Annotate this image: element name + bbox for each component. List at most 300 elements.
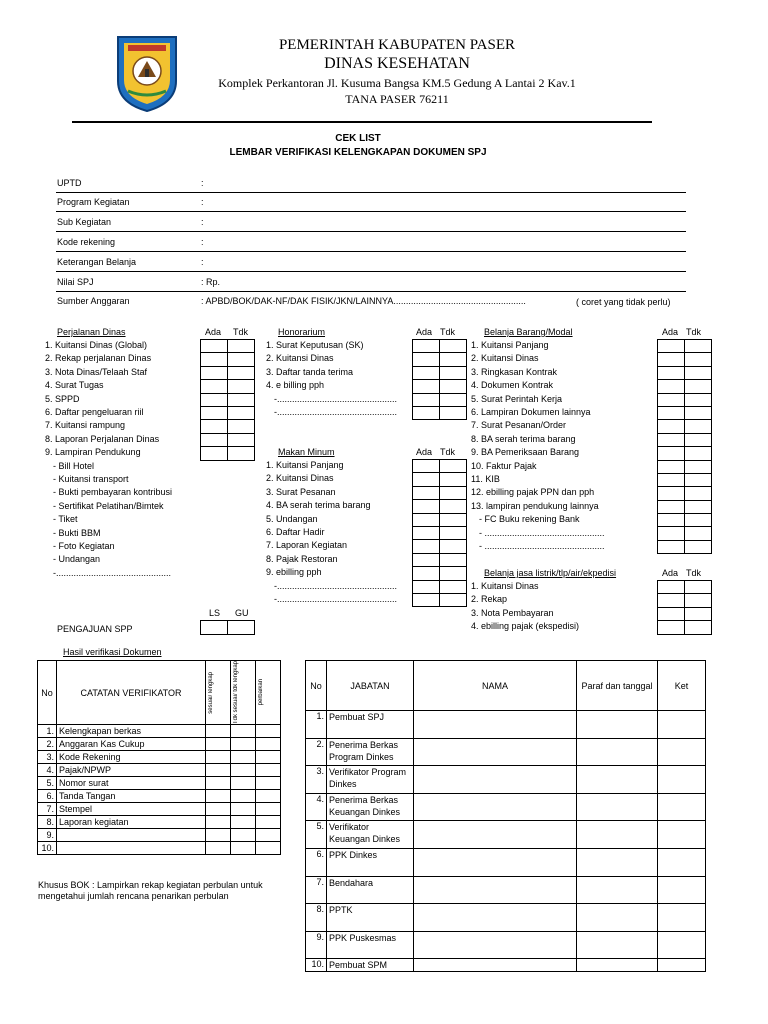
barang-item: - ................................................	[479, 527, 605, 538]
ada-checkbox[interactable]	[413, 553, 440, 566]
signature-jabatan: Penerima Berkas Keuangan Dinkes	[327, 793, 414, 821]
signature-no: 7.	[306, 876, 327, 904]
tdk-checkbox[interactable]	[228, 340, 255, 353]
signature-jabatan: Penerima Berkas Program Dinkes	[327, 738, 414, 766]
tdk-checkbox[interactable]	[685, 500, 712, 513]
ada-checkbox[interactable]	[658, 406, 685, 419]
tdk-checkbox[interactable]	[440, 366, 467, 379]
sign-col-jabatan: JABATAN	[327, 661, 414, 711]
spp-gu-box[interactable]	[228, 621, 255, 635]
ada-checkbox[interactable]	[413, 580, 440, 593]
spp-ls-box[interactable]	[201, 621, 228, 635]
spp-ls-header: LS	[209, 608, 221, 618]
field-label: Nilai SPJ	[57, 277, 94, 287]
tdk-sesuai-cell[interactable]	[231, 816, 256, 829]
ada-checkbox[interactable]	[658, 514, 685, 527]
sign-col-paraf: Paraf dan tanggal	[577, 661, 658, 711]
signature-paraf-cell[interactable]	[577, 904, 658, 932]
signature-jabatan: Verifikator Keuangan Dinkes	[327, 821, 414, 849]
perbaikan-cell[interactable]	[256, 790, 281, 803]
spp-checkboxes	[200, 620, 255, 635]
tdk-sesuai-cell[interactable]	[231, 790, 256, 803]
ada-checkbox[interactable]	[413, 486, 440, 499]
signature-row	[306, 876, 706, 904]
perjalanan-item: - Foto Kegiatan	[53, 541, 115, 551]
verification-row	[38, 790, 281, 803]
perjalanan-item: 3. Nota Dinas/Telaah Staf	[45, 366, 148, 377]
signature-nama-cell[interactable]	[414, 931, 577, 959]
tdk-checkbox[interactable]	[440, 380, 467, 393]
header-divider	[72, 121, 652, 123]
signature-table	[305, 660, 706, 972]
perjalanan-col-ada: Ada	[205, 327, 222, 337]
tdk-checkbox[interactable]	[228, 366, 255, 379]
ada-checkbox[interactable]	[658, 500, 685, 513]
perbaikan-cell[interactable]	[256, 738, 281, 751]
signature-paraf-cell[interactable]	[577, 711, 658, 739]
sesuai-cell[interactable]	[206, 777, 231, 790]
barang-item: 10. Faktur Pajak	[471, 460, 537, 471]
perjalanan-item: -..............................................	[53, 567, 172, 578]
ada-checkbox[interactable]	[658, 540, 685, 553]
barang-item: 12. ebilling pajak PPN dan pph	[471, 487, 595, 498]
ada-checkbox[interactable]	[413, 473, 440, 486]
sign-col-nama: NAMA	[414, 661, 577, 711]
tdk-checkbox[interactable]	[685, 393, 712, 406]
tdk-checkbox[interactable]	[685, 514, 712, 527]
signature-row	[306, 793, 706, 821]
tdk-checkbox[interactable]	[228, 406, 255, 419]
signature-jabatan: Pembuat SPJ	[327, 711, 414, 739]
tdk-checkbox[interactable]	[685, 621, 712, 634]
tdk-checkbox[interactable]	[440, 406, 467, 419]
honorarium-item: 3. Daftar tanda terima	[266, 366, 354, 377]
makan-item: 5. Undangan	[266, 513, 318, 524]
sign-col-no: No	[306, 661, 327, 711]
field-label: Kode rekening	[57, 237, 116, 247]
signature-jabatan: Bendahara	[327, 876, 414, 904]
tdk-sesuai-cell[interactable]	[231, 764, 256, 777]
verification-no: 7.	[38, 803, 57, 816]
jasa-col-tdk: Tdk	[686, 568, 702, 578]
field-value[interactable]: : Rp.	[201, 277, 221, 287]
signature-nama-cell[interactable]	[414, 848, 577, 876]
ada-checkbox[interactable]	[201, 433, 228, 446]
verification-row	[38, 725, 281, 738]
signature-no: 1.	[306, 711, 327, 739]
verification-item: Kelengkapan berkas	[57, 725, 206, 738]
barang-col-tdk: Tdk	[686, 327, 702, 337]
sesuai-cell[interactable]	[206, 842, 231, 855]
tdk-checkbox[interactable]	[440, 593, 467, 606]
hasil-col-no: No	[38, 661, 57, 725]
tdk-checkbox[interactable]	[228, 447, 255, 460]
perbaikan-cell[interactable]	[256, 816, 281, 829]
tdk-checkbox[interactable]	[440, 353, 467, 366]
signature-no: 8.	[306, 904, 327, 932]
ada-checkbox[interactable]	[413, 513, 440, 526]
verification-item: Kode Rekening	[57, 751, 206, 764]
tdk-sesuai-cell[interactable]	[231, 751, 256, 764]
barang-item: 3. Ringkasan Kontrak	[471, 366, 558, 377]
barang-item: - FC Buku rekening Bank	[479, 514, 580, 525]
field-label: Keterangan Belanja	[57, 257, 137, 267]
barang-col-ada: Ada	[662, 327, 679, 337]
perjalanan-item: - Undangan	[53, 554, 101, 565]
verification-no: 1.	[38, 725, 57, 738]
jasa-item: 1. Kuitansi Dinas	[471, 581, 539, 591]
doc-subtitle: LEMBAR VERIFIKASI KELENGKAPAN DOKUMEN SPJ	[229, 147, 487, 158]
signature-no: 4.	[306, 793, 327, 821]
verification-no: 9.	[38, 829, 57, 842]
tdk-sesuai-cell[interactable]	[231, 738, 256, 751]
field-label: UPTD	[57, 178, 82, 188]
field-underline	[56, 291, 686, 292]
hasil-col-catatan: CATATAN VERIFIKATOR	[57, 661, 206, 725]
perjalanan-heading: Perjalanan Dinas	[57, 327, 126, 337]
ada-checkbox[interactable]	[658, 594, 685, 607]
signature-jabatan: PPK Puskesmas	[327, 931, 414, 959]
signature-paraf-cell[interactable]	[577, 959, 658, 972]
ada-checkbox[interactable]	[413, 567, 440, 580]
barang-item: 13. lampiran pendukung lainnya	[471, 500, 599, 511]
ada-checkbox[interactable]	[413, 593, 440, 606]
makan-item: -................................................	[274, 580, 398, 591]
signature-paraf-cell[interactable]	[577, 738, 658, 766]
makan-item: 2. Kuitansi Dinas	[266, 473, 334, 484]
perjalanan-item: 6. Daftar pengeluaran riil	[45, 407, 144, 417]
hasil-col-perbaikan: perbaikan	[258, 679, 264, 706]
tdk-checkbox[interactable]	[685, 487, 712, 500]
ada-checkbox[interactable]	[413, 540, 440, 553]
tdk-checkbox[interactable]	[685, 594, 712, 607]
sesuai-cell[interactable]	[206, 751, 231, 764]
tdk-checkbox[interactable]	[440, 553, 467, 566]
field-value[interactable]: :	[201, 237, 204, 247]
ada-checkbox[interactable]	[201, 420, 228, 433]
signature-paraf-cell[interactable]	[577, 793, 658, 821]
signature-ket-cell[interactable]	[658, 848, 706, 876]
verification-row	[38, 764, 281, 777]
sesuai-cell[interactable]	[206, 764, 231, 777]
ada-checkbox[interactable]	[413, 406, 440, 419]
honorarium-col-tdk: Tdk	[440, 327, 456, 337]
ada-checkbox[interactable]	[658, 393, 685, 406]
barang-item: 1. Kuitansi Panjang	[471, 340, 549, 350]
field-underline	[56, 251, 686, 252]
perjalanan-item: 1. Kuitansi Dinas (Global)	[45, 340, 148, 350]
makan-item: 3. Surat Pesanan	[266, 486, 336, 497]
perbaikan-cell[interactable]	[256, 777, 281, 790]
tdk-checkbox[interactable]	[685, 527, 712, 540]
signature-nama-cell[interactable]	[414, 821, 577, 849]
ada-checkbox[interactable]	[658, 487, 685, 500]
field-value[interactable]: :	[201, 197, 204, 207]
tdk-checkbox[interactable]	[685, 366, 712, 379]
signature-ket-cell[interactable]	[658, 931, 706, 959]
sesuai-cell[interactable]	[206, 829, 231, 842]
verification-item: Tanda Tangan	[57, 790, 206, 803]
barang-item: 4. Dokumen Kontrak	[471, 380, 554, 391]
honorarium-item: 2. Kuitansi Dinas	[266, 353, 334, 364]
sesuai-cell[interactable]	[206, 803, 231, 816]
ada-checkbox[interactable]	[658, 607, 685, 620]
makan-item: 8. Pajak Restoran	[266, 553, 338, 564]
ada-checkbox[interactable]	[413, 380, 440, 393]
tdk-checkbox[interactable]	[228, 380, 255, 393]
tdk-checkbox[interactable]	[685, 607, 712, 620]
tdk-checkbox[interactable]	[440, 526, 467, 539]
perjalanan-item: - Bukti pembayaran kontribusi	[53, 487, 173, 498]
ada-checkbox[interactable]	[413, 366, 440, 379]
ada-checkbox[interactable]	[658, 447, 685, 460]
barang-item: 11. KIB	[471, 474, 500, 484]
city-line: TANA PASER 76211	[345, 92, 449, 106]
ada-checkbox[interactable]	[658, 527, 685, 540]
tdk-checkbox[interactable]	[440, 393, 467, 406]
barang-item: 7. Surat Pesanan/Order	[471, 420, 567, 431]
verification-item: Laporan kegiatan	[57, 816, 206, 829]
makan-item: 6. Daftar Hadir	[266, 527, 325, 537]
tdk-checkbox[interactable]	[440, 580, 467, 593]
tdk-checkbox[interactable]	[685, 433, 712, 446]
signature-ket-cell[interactable]	[658, 711, 706, 739]
verification-table	[37, 660, 281, 855]
signature-jabatan: PPK Dinkes	[327, 848, 414, 876]
signature-ket-cell[interactable]	[658, 959, 706, 972]
signature-paraf-cell[interactable]	[577, 931, 658, 959]
verification-item: Stempel	[57, 803, 206, 816]
signature-ket-cell[interactable]	[658, 766, 706, 794]
tdk-checkbox[interactable]	[440, 486, 467, 499]
field-value[interactable]: :	[201, 178, 204, 188]
verification-no: 3.	[38, 751, 57, 764]
tdk-checkbox[interactable]	[440, 500, 467, 513]
signature-ket-cell[interactable]	[658, 738, 706, 766]
sesuai-cell[interactable]	[206, 816, 231, 829]
signature-no: 9.	[306, 931, 327, 959]
tdk-sesuai-cell[interactable]	[231, 829, 256, 842]
tdk-checkbox[interactable]	[228, 433, 255, 446]
ada-checkbox[interactable]	[658, 353, 685, 366]
signature-paraf-cell[interactable]	[577, 766, 658, 794]
barang-item: 8. BA serah terima barang	[471, 433, 576, 444]
makan-col-ada: Ada	[416, 447, 433, 457]
tdk-checkbox[interactable]	[440, 513, 467, 526]
tdk-sesuai-cell[interactable]	[231, 803, 256, 816]
verification-item: Anggaran Kas Cukup	[57, 738, 206, 751]
verification-row	[38, 842, 281, 855]
perjalanan-checkboxes	[200, 339, 255, 461]
signature-paraf-cell[interactable]	[577, 876, 658, 904]
gov-name: PEMERINTAH KABUPATEN PASER	[278, 37, 516, 53]
makan-item: 1. Kuitansi Panjang	[266, 460, 344, 470]
signature-no: 3.	[306, 766, 327, 794]
honorarium-item: -................................................	[274, 393, 398, 404]
signature-ket-cell[interactable]	[658, 904, 706, 932]
tdk-checkbox[interactable]	[440, 340, 467, 353]
tdk-checkbox[interactable]	[685, 447, 712, 460]
honorarium-col-ada: Ada	[416, 327, 433, 337]
perjalanan-item: - Bill Hotel	[53, 460, 95, 471]
verification-no: 2.	[38, 738, 57, 751]
tdk-checkbox[interactable]	[228, 420, 255, 433]
perbaikan-cell[interactable]	[256, 725, 281, 738]
field-label: Program Kegiatan	[57, 197, 130, 207]
sign-col-ket: Ket	[658, 661, 706, 711]
tdk-checkbox[interactable]	[440, 567, 467, 580]
signature-nama-cell[interactable]	[414, 793, 577, 821]
barang-item: - ................................................	[479, 541, 605, 551]
makan-checkboxes	[412, 459, 467, 607]
verification-item	[57, 829, 206, 842]
tdk-checkbox[interactable]	[440, 460, 467, 473]
honorarium-item: -................................................	[274, 407, 398, 417]
field-value[interactable]: :	[201, 217, 204, 227]
ada-checkbox[interactable]	[201, 353, 228, 366]
jasa-item: 2. Rekap	[471, 594, 508, 605]
ada-checkbox[interactable]	[413, 393, 440, 406]
tdk-checkbox[interactable]	[685, 340, 712, 353]
tdk-checkbox[interactable]	[685, 581, 712, 594]
perbaikan-cell[interactable]	[256, 842, 281, 855]
signature-no: 2.	[306, 738, 327, 766]
ada-checkbox[interactable]	[201, 340, 228, 353]
ada-checkbox[interactable]	[201, 380, 228, 393]
verification-row	[38, 803, 281, 816]
signature-jabatan: Verifikator Program Dinkes	[327, 766, 414, 794]
tdk-checkbox[interactable]	[685, 540, 712, 553]
perjalanan-item: 2. Rekap perjalanan Dinas	[45, 353, 152, 364]
ada-checkbox[interactable]	[201, 406, 228, 419]
tdk-checkbox[interactable]	[440, 473, 467, 486]
jasa-col-ada: Ada	[662, 568, 679, 578]
barang-item: 5. Surat Perintah Kerja	[471, 393, 563, 404]
hasil-heading: Hasil verifikasi Dokumen	[63, 647, 162, 657]
tdk-checkbox[interactable]	[685, 473, 712, 486]
ada-checkbox[interactable]	[658, 340, 685, 353]
tdk-checkbox[interactable]	[685, 406, 712, 419]
verification-no: 6.	[38, 790, 57, 803]
ada-checkbox[interactable]	[413, 500, 440, 513]
honorarium-heading: Honorarium	[278, 327, 326, 337]
verification-item: Nomor surat	[57, 777, 206, 790]
ada-checkbox[interactable]	[658, 366, 685, 379]
ada-checkbox[interactable]	[413, 460, 440, 473]
verification-no: 8.	[38, 816, 57, 829]
makan-heading: Makan Minum	[278, 447, 335, 457]
doc-title: CEK LIST	[335, 133, 381, 144]
makan-item: 4. BA serah terima barang	[266, 500, 371, 511]
signature-paraf-cell[interactable]	[577, 821, 658, 849]
makan-item: 7. Laporan Kegiatan	[266, 540, 348, 551]
honorarium-checkboxes	[412, 339, 467, 420]
signature-nama-cell[interactable]	[414, 738, 577, 766]
ada-checkbox[interactable]	[658, 420, 685, 433]
ada-checkbox[interactable]	[658, 581, 685, 594]
ada-checkbox[interactable]	[201, 393, 228, 406]
signature-nama-cell[interactable]	[414, 876, 577, 904]
signature-nama-cell[interactable]	[414, 904, 577, 932]
ada-checkbox[interactable]	[658, 433, 685, 446]
tdk-sesuai-cell[interactable]	[231, 725, 256, 738]
verification-row	[38, 829, 281, 842]
ada-checkbox[interactable]	[658, 621, 685, 634]
signature-nama-cell[interactable]	[414, 766, 577, 794]
sesuai-cell[interactable]	[206, 738, 231, 751]
perjalanan-item: - Tiket	[53, 514, 78, 525]
signature-jabatan: Pembuat SPM	[327, 959, 414, 972]
bok-note: Khusus BOK : Lampirkan rekap kegiatan perbulan untuk mengetahui jumlah rencana penarikan perbulan	[38, 880, 263, 901]
ada-checkbox[interactable]	[413, 526, 440, 539]
sesuai-cell[interactable]	[206, 725, 231, 738]
ada-checkbox[interactable]	[413, 353, 440, 366]
tdk-checkbox[interactable]	[440, 540, 467, 553]
ada-checkbox[interactable]	[658, 380, 685, 393]
hasil-col-sesuai: sesuai/ lengkap	[208, 671, 214, 714]
perbaikan-cell[interactable]	[256, 764, 281, 777]
signature-nama-cell[interactable]	[414, 711, 577, 739]
tdk-checkbox[interactable]	[685, 460, 712, 473]
signature-ket-cell[interactable]	[658, 876, 706, 904]
signature-no: 6.	[306, 848, 327, 876]
perbaikan-cell[interactable]	[256, 829, 281, 842]
signature-paraf-cell[interactable]	[577, 848, 658, 876]
signature-ket-cell[interactable]	[658, 821, 706, 849]
spp-gu-header: GU	[235, 608, 249, 618]
verification-no: 10.	[38, 842, 57, 855]
jasa-checkboxes	[657, 580, 712, 635]
signature-ket-cell[interactable]	[658, 793, 706, 821]
sesuai-cell[interactable]	[206, 790, 231, 803]
ada-checkbox[interactable]	[201, 447, 228, 460]
verification-item: Pajak/NPWP	[57, 764, 206, 777]
agency-name: DINAS KESEHATAN	[324, 55, 470, 72]
field-value[interactable]: :	[201, 257, 204, 267]
field-label: Sub Kegiatan	[57, 217, 112, 227]
signature-row	[306, 766, 706, 794]
perbaikan-cell[interactable]	[256, 751, 281, 764]
ada-checkbox[interactable]	[413, 340, 440, 353]
ada-checkbox[interactable]	[658, 460, 685, 473]
perjalanan-item: 4. Surat Tugas	[45, 380, 104, 391]
tdk-checkbox[interactable]	[685, 380, 712, 393]
signature-row	[306, 738, 706, 766]
perjalanan-item: 9. Lampiran Pendukung	[45, 447, 141, 458]
signature-row	[306, 711, 706, 739]
tdk-checkbox[interactable]	[685, 353, 712, 366]
tdk-sesuai-cell[interactable]	[231, 842, 256, 855]
ada-checkbox[interactable]	[201, 366, 228, 379]
tdk-checkbox[interactable]	[228, 393, 255, 406]
honorarium-item: 4. e billing pph	[266, 380, 325, 391]
perjalanan-item: - Bukti BBM	[53, 527, 101, 538]
field-value[interactable]: : APBD/BOK/DAK-NF/DAK FISIK/JKN/LAINNYA.....................................................	[201, 296, 526, 306]
tdk-checkbox[interactable]	[685, 420, 712, 433]
perbaikan-cell[interactable]	[256, 803, 281, 816]
perjalanan-item: - Sertifikat Pelatihan/Bimtek	[53, 500, 164, 511]
verification-row	[38, 816, 281, 829]
tdk-sesuai-cell[interactable]	[231, 777, 256, 790]
signature-jabatan: PPTK	[327, 904, 414, 932]
signature-nama-cell[interactable]	[414, 959, 577, 972]
ada-checkbox[interactable]	[658, 473, 685, 486]
makan-col-tdk: Tdk	[440, 447, 456, 457]
signature-row	[306, 821, 706, 849]
signature-no: 10.	[306, 959, 327, 972]
barang-item: 9. BA Pemeriksaan Barang	[471, 447, 580, 458]
tdk-checkbox[interactable]	[228, 353, 255, 366]
